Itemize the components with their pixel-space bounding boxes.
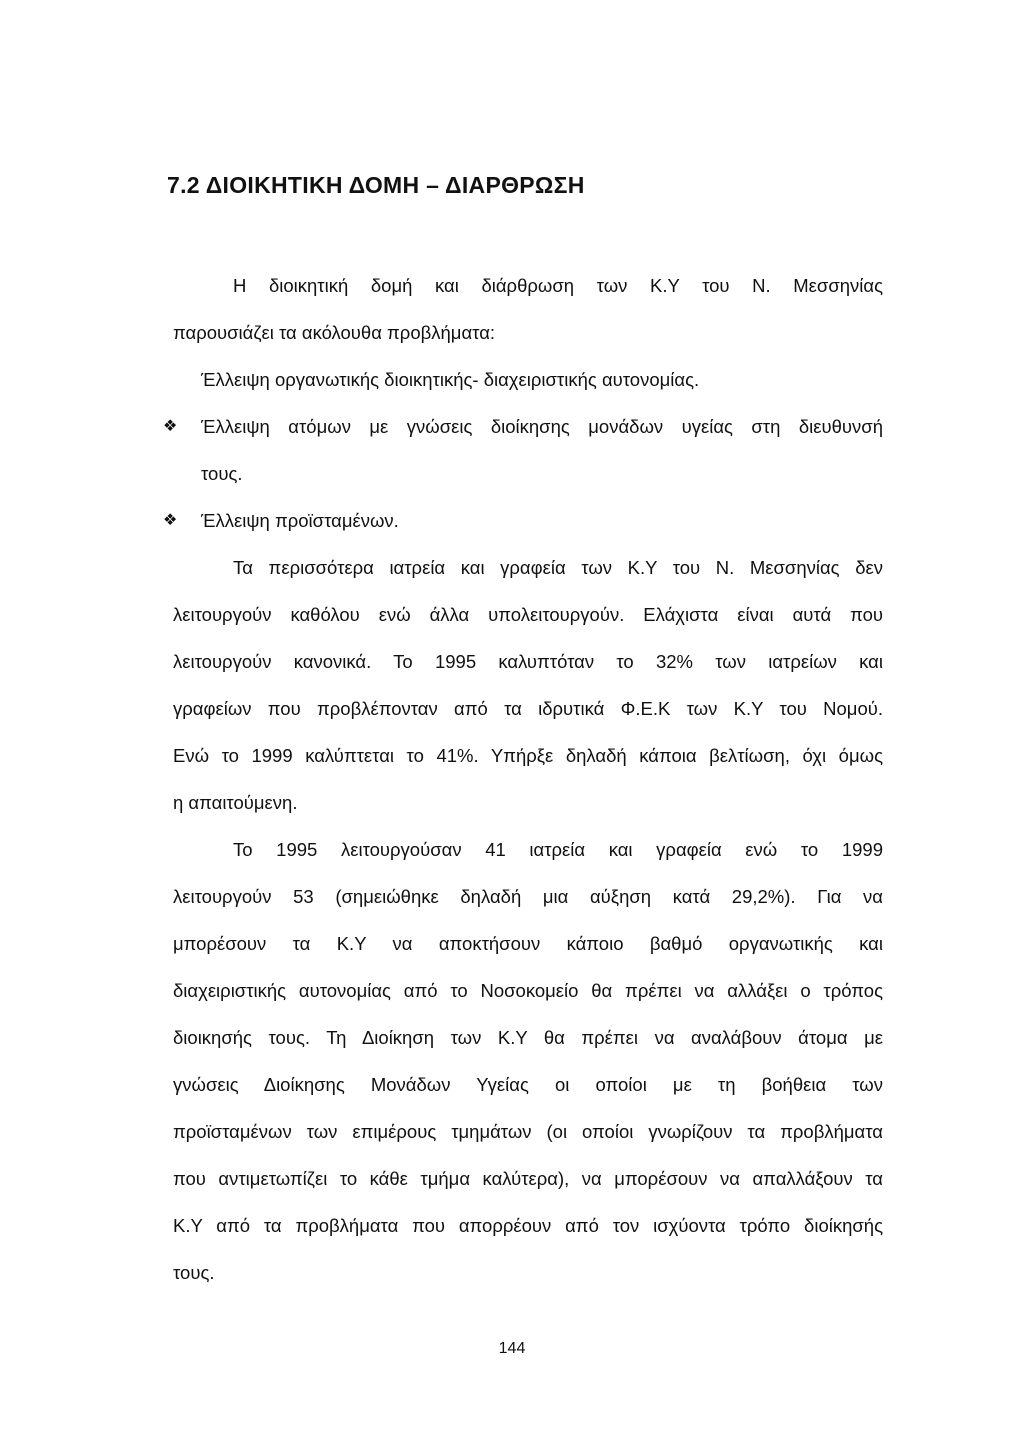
problem-item-3: Έλλειψη προϊσταμένων. bbox=[201, 510, 399, 531]
paragraph-2-line-5: διοικησής τους. Τη Διοίκηση των Κ.Υ θα πρέπει να αναλάβουν άτομα με bbox=[173, 1027, 883, 1048]
paragraph-2-line-9: Κ.Υ από τα προβλήματα που απορρέουν από τον ισχύοντα τρόπο διοίκησής bbox=[173, 1215, 883, 1236]
paragraph-2-line-7: προϊσταμένων των επιμέρους τμημάτων (οι οποίοι γνωρίζουν τα προβλήματα bbox=[173, 1121, 883, 1142]
paragraph-1-line-5: Ενώ το 1999 καλύπτεται το 41%. Υπήρξε δηλαδή κάποια βελτίωση, όχι όμως bbox=[173, 745, 883, 766]
paragraph-1-line-6: η απαιτούμενη. bbox=[173, 792, 298, 813]
problem-item-1: Έλλειψη οργανωτικής διοικητικής- διαχειριστικής αυτονομίας. bbox=[201, 369, 700, 390]
problem-item-2-continued: τους. bbox=[201, 463, 243, 484]
paragraph-1-line-4: γραφείων που προβλέπονταν από τα ιδρυτικά Φ.Ε.Κ των Κ.Υ του Νομού. bbox=[173, 698, 883, 719]
diamond-bullet-icon: ❖ bbox=[163, 512, 177, 529]
problem-item-2: Έλλειψη ατόμων με γνώσεις διοίκησης μονάδων υγείας στη διευθυνσή bbox=[201, 416, 883, 437]
intro-line-1: Η διοικητική δομή και διάρθρωση των Κ.Υ του Ν. Μεσσηνίας bbox=[233, 275, 883, 296]
paragraph-1-line-1: Τα περισσότερα ιατρεία και γραφεία των Κ.Υ του Ν. Μεσσηνίας δεν bbox=[233, 557, 883, 578]
paragraph-2-line-8: που αντιμετωπίζει το κάθε τμήμα καλύτερα), να μπορέσουν να απαλλάξουν τα bbox=[173, 1168, 883, 1189]
paragraph-2-line-1: Το 1995 λειτουργούσαν 41 ιατρεία και γραφεία ενώ το 1999 bbox=[233, 839, 883, 860]
paragraph-2-line-4: διαχειριστικής αυτονομίας από το Νοσοκομείο θα πρέπει να αλλάξει ο τρόπος bbox=[173, 980, 883, 1001]
diamond-bullet-icon: ❖ bbox=[163, 418, 177, 435]
page-number: 144 bbox=[498, 1340, 526, 1357]
paragraph-2-line-2: λειτουργούν 53 (σημειώθηκε δηλαδή μια αύξηση κατά 29,2%). Για να bbox=[173, 886, 883, 907]
section-heading: 7.2 ΔΙΟΙΚΗΤΙΚΗ ΔΟΜΗ – ΔΙΑΡΘΡΩΣΗ bbox=[167, 172, 585, 198]
paragraph-2-line-6: γνώσεις Διοίκησης Μονάδων Υγείας οι οποίοι με τη βοήθεια των bbox=[173, 1074, 883, 1095]
paragraph-2-line-3: μπορέσουν τα Κ.Υ να αποκτήσουν κάποιο βαθμό οργανωτικής και bbox=[173, 933, 883, 954]
paragraph-2-line-10: τους. bbox=[173, 1262, 215, 1283]
intro-line-2: παρουσιάζει τα ακόλουθα προβλήματα: bbox=[173, 322, 496, 343]
paragraph-1-line-2: λειτουργούν καθόλου ενώ άλλα υπολειτουργούν. Ελάχιστα είναι αυτά που bbox=[173, 604, 883, 625]
paragraph-1-line-3: λειτουργούν κανονικά. Το 1995 καλυπτόταν το 32% των ιατρείων και bbox=[173, 651, 883, 672]
